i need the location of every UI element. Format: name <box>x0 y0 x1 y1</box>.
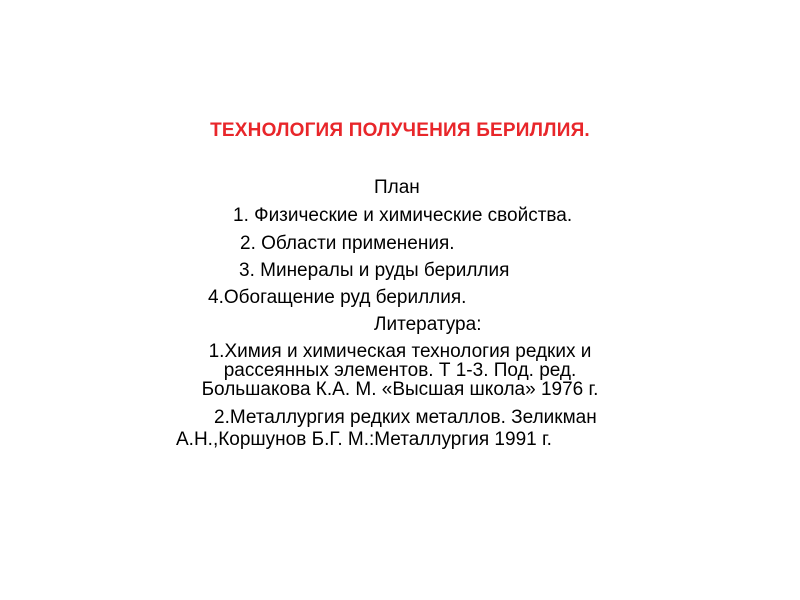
plan-item: 2. Области применения. <box>240 233 455 254</box>
reference-line: Большакова К.А. М. «Высшая школа» 1976 г. <box>201 379 599 400</box>
reference-line: рассеянных элементов. Т 1-3. Под. ред. <box>223 360 577 381</box>
reference-2-line: 2.Металлургия редких металлов. Зеликман <box>214 407 597 428</box>
plan-item: 3. Минералы и руды бериллия <box>239 260 510 281</box>
slide-title: ТЕХНОЛОГИЯ ПОЛУЧЕНИЯ БЕРИЛЛИЯ. <box>210 120 590 141</box>
plan-item: 1. Физические и химические свойства. <box>233 205 573 226</box>
literature-heading: Литература: <box>374 314 482 335</box>
reference-2-line: А.Н.,Коршунов Б.Г. М.:Металлургия 1991 г. <box>176 429 552 450</box>
plan-item: 4.Обогащение руд бериллия. <box>208 287 467 308</box>
plan-heading: План <box>374 177 420 198</box>
reference-1 <box>150 342 650 399</box>
reference-line: 1.Химия и химическая технология редких и <box>208 341 592 362</box>
